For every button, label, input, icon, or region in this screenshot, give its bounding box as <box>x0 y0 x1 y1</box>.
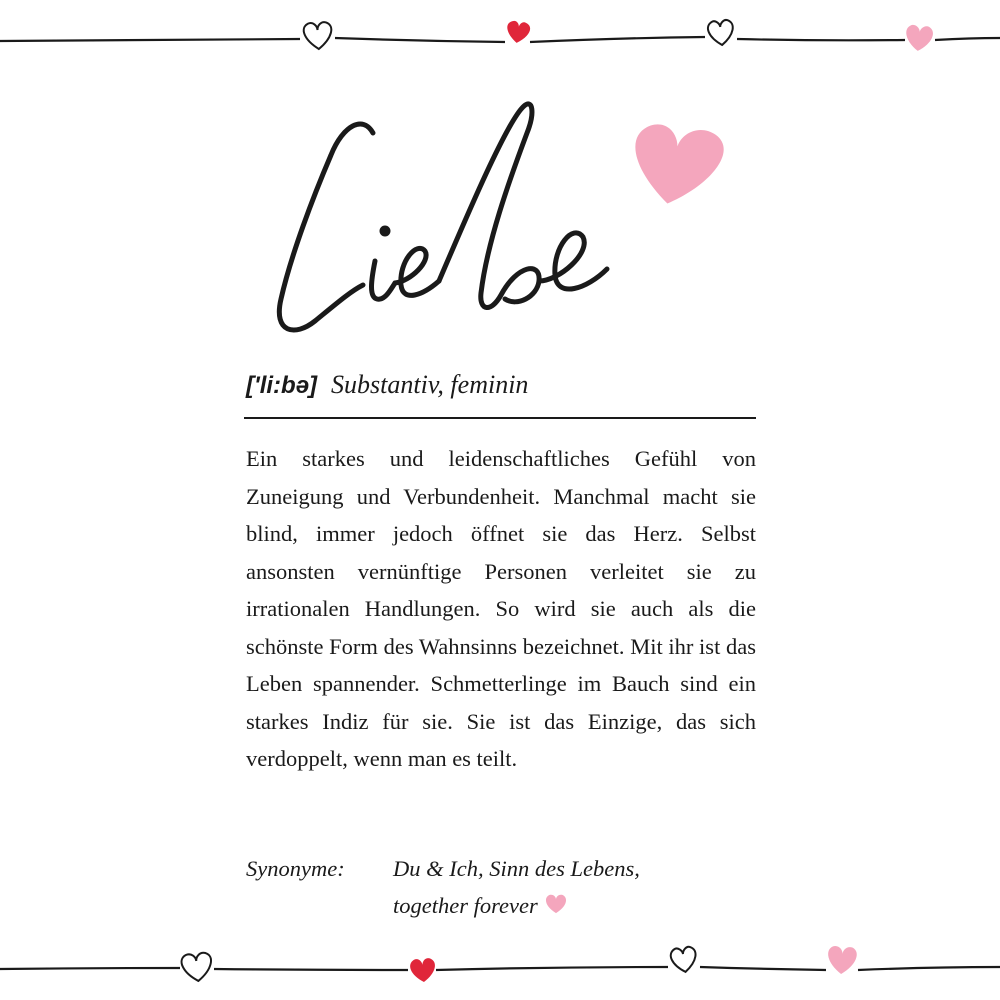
heart-icon <box>626 119 726 212</box>
synonyms-line-2-text: together forever <box>393 893 538 918</box>
bottom-border-line <box>0 967 1000 970</box>
heart-outline-icon <box>303 22 332 50</box>
heart-icon <box>410 958 437 984</box>
heart-icon <box>827 946 857 975</box>
pronunciation-line <box>246 368 756 403</box>
top-heart-border <box>0 10 1000 70</box>
synonyms-label: Synonyme: <box>246 856 345 881</box>
heart-outline-icon <box>707 19 734 46</box>
heart-outline-icon <box>670 946 698 974</box>
heart-icon <box>904 24 933 52</box>
word-class: Substantiv, feminin <box>331 370 529 399</box>
synonyms-line-1: Du & Ich, Sinn des Lebens, <box>393 856 640 881</box>
heart-icon <box>505 20 531 45</box>
divider <box>244 417 756 419</box>
synonyms-line-2 <box>393 887 733 924</box>
top-border-line <box>0 37 1000 42</box>
synonyms-values <box>393 850 733 924</box>
title-lettering <box>255 85 755 365</box>
pronunciation: ['li:bə] <box>246 372 318 399</box>
page-title <box>0 0 1 1</box>
heart-icon <box>544 894 568 914</box>
title-script-strokes <box>279 104 607 330</box>
heart-outline-icon <box>181 952 213 982</box>
bottom-heart-border <box>0 940 1000 1000</box>
definition-text: Ein starkes und leidenschaftliches Gefühl von Zuneigung und Verbundenheit. Manchmal macht sie blind, immer jedoch öffnet sie das Herz. Selbst ansonsten vernünftige Personen verleitet sie zu irrationalen Handlungen. So wird sie auch als die schönste Form des Wahnsinns bezeichnet. Mit ihr ist das Leben spannender. Schmetterlinge im Bauch sind ein starkes Indiz für sie. Sie ist das Einzige, das sich verdoppelt, wenn man es teilt. <box>246 446 756 771</box>
